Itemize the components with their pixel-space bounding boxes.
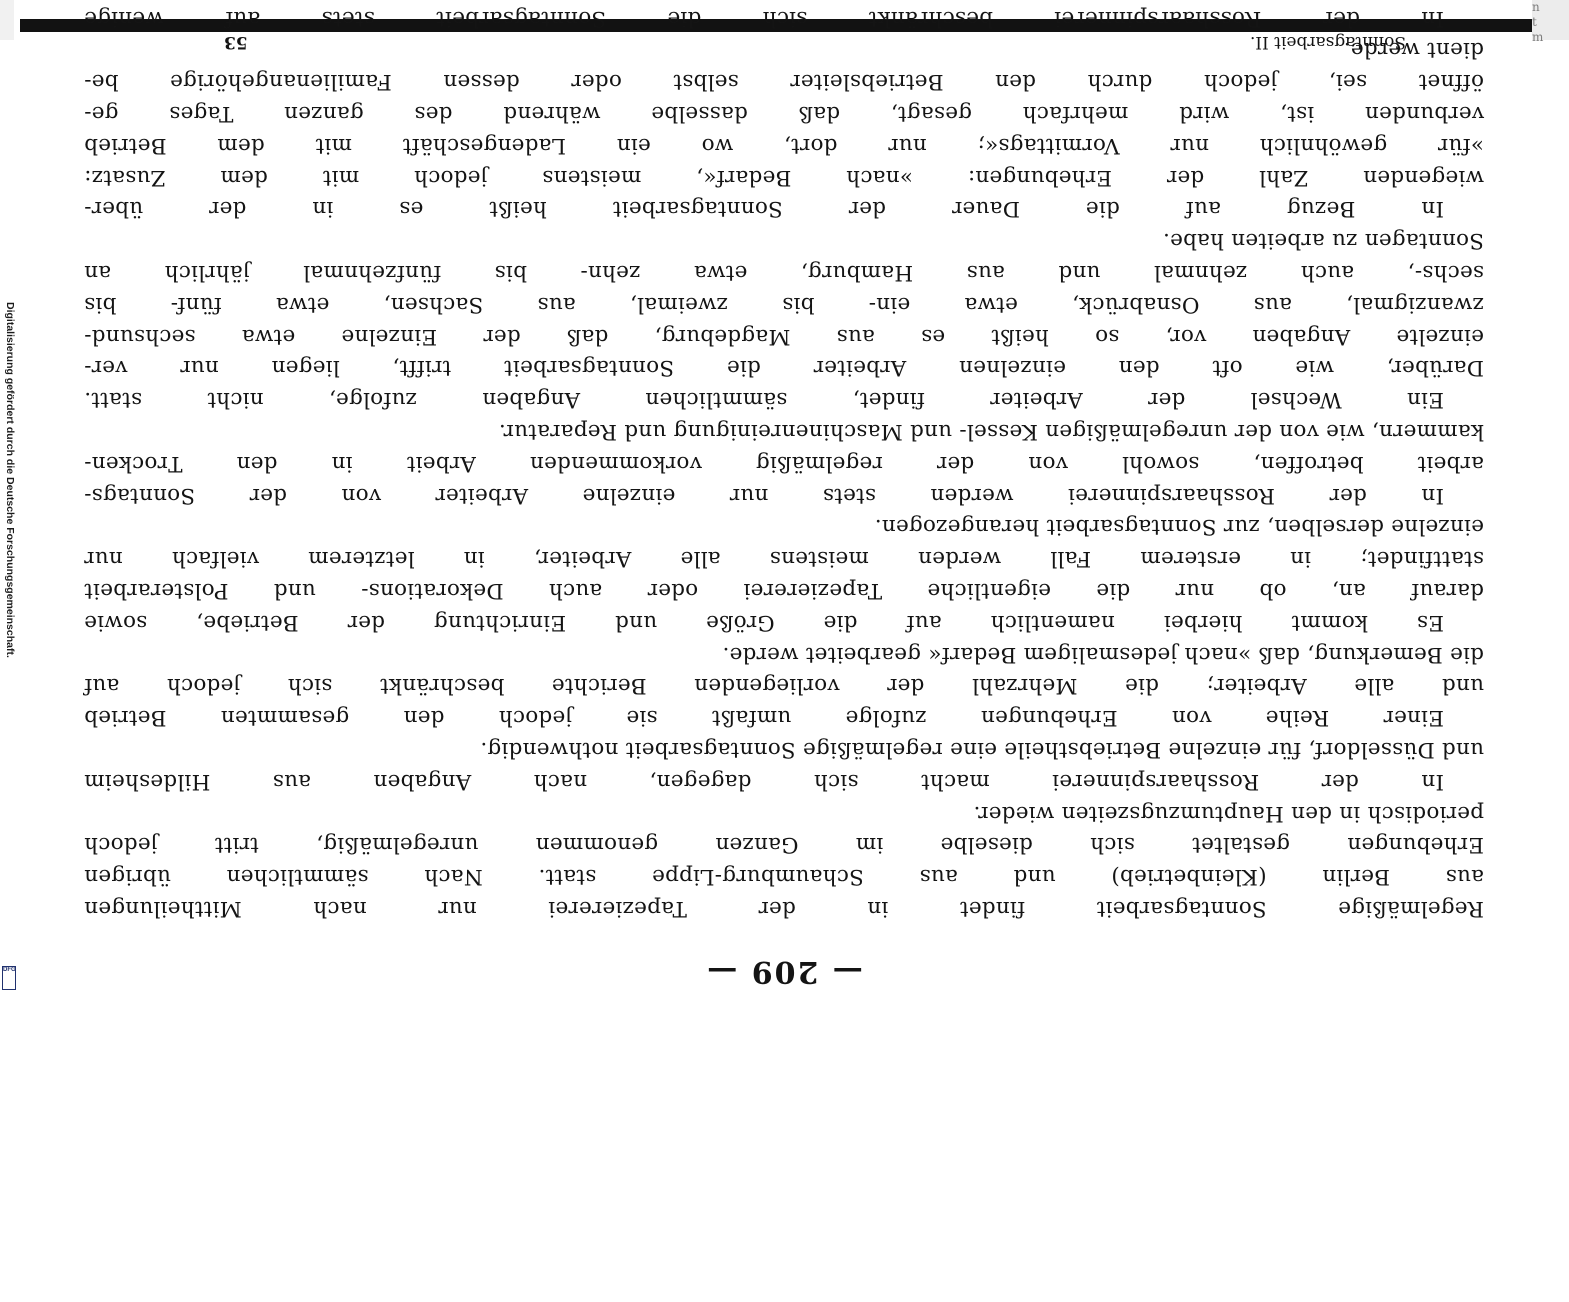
signature-mark: Sonntagsarbeit II. bbox=[1249, 32, 1406, 52]
text-line: einzelte Angaben vor, so heißt es aus Magdeburg, daß der Einzelne etwa sechsund- bbox=[84, 323, 1484, 349]
text-line: stattfindet; in ersterem Fall werden meistens alle Arbeiter, in letzterem vielfach nur bbox=[84, 546, 1484, 572]
dfg-logo bbox=[2, 966, 16, 990]
text-line: die Bemerkung, daß »nach jedesmaligem Bedarf« gearbeitet werde. bbox=[722, 641, 1484, 667]
text-line: In Bezug auf die Dauer der Sonntagsarbeit heißt es in der über- bbox=[84, 196, 1444, 222]
page-number-value: 209 bbox=[749, 954, 819, 989]
text-line: dient werde. bbox=[1343, 37, 1484, 63]
dfg-logo-text: DFG bbox=[3, 967, 16, 973]
margin-letter: t bbox=[1532, 15, 1537, 29]
adjacent-page-strip bbox=[1532, 0, 1569, 44]
text-line: »für gewöhnlich nur Vormittags«; nur dort, wo ein Ladengeschäft mit dem Betrieb bbox=[84, 132, 1484, 158]
text-line: zwanzigmal, aus Osnabrück, etwa ein- bis zweimal, aus Sachsen, etwa fünf- bis bbox=[84, 291, 1484, 317]
sheet-number: 53 bbox=[224, 32, 248, 52]
text-line: periodisch in den Hauptumzugszeiten wieder. bbox=[973, 800, 1484, 826]
text-line: verbunden ist, wird mehrfach gesagt, daß dasselbe während des ganzen Tages ge- bbox=[84, 101, 1484, 127]
page-footer bbox=[84, 26, 1484, 58]
text-line: und Düsseldorf, für einzelne Betriebstheile eine regelmäßige Sonntagsarbeit nothwendig. bbox=[480, 737, 1484, 763]
text-line: darauf an, ob nur die eigentliche Tapeziererei oder auch Dekorations- und Polsterarbeit bbox=[84, 578, 1484, 604]
text-line: Sonntagen zu arbeiten habe. bbox=[1162, 228, 1484, 254]
text-line: Regelmäßige Sonntagsarbeit findet in der Tapeziererei nur nach Mittheilungen bbox=[84, 896, 1484, 921]
text-line: Darüber, wie oft den einzelnen Arbeiter die Sonntagsarbeit trifft, liegen nur ver- bbox=[84, 355, 1484, 381]
text-line: öffnet sei, jedoch durch den Betriebsleiter selbst oder dessen Familienangehörige be- bbox=[84, 69, 1484, 95]
margin-letter: m bbox=[1532, 30, 1544, 44]
text-line: einzelne derselben, zur Sonntagsarbeit herangezogen. bbox=[874, 514, 1484, 540]
text-line: In der Rosshaarspinnerei beschränkt sich die Sonntagsarbeit stets auf wenige bbox=[84, 5, 1444, 31]
text-line: und alle Arbeiter; die Mehrzahl der vorliegenden Berichte beschränkt sich jedoch auf bbox=[84, 673, 1484, 699]
book-page bbox=[84, 5, 1484, 996]
text-line: In der Rosshaarspinnerei macht sich dagegen, nach Angaben aus Hildesheim bbox=[84, 768, 1444, 794]
text-line: wiegenden Zahl der Erhebungen: »nach Bedarf«, meistens jedoch mit dem Zusatz: bbox=[84, 164, 1484, 190]
scan-edge-left bbox=[0, 0, 14, 40]
page-number: — 209 — bbox=[705, 954, 863, 989]
text-line: arbeit betroffen, sowohl von der regelmäßig vorkommenden Arbeit in den Trocken- bbox=[84, 450, 1484, 476]
text-line: Einer Reihe von Erhebungen zufolge umfaßt sie jedoch den gesammten Betrieb bbox=[84, 705, 1444, 731]
text-line: sechs-, auch zehnmal und aus Hamburg, etwa zehn- bis fünfzehnmal jährlich an bbox=[84, 260, 1484, 286]
text-line: kammern, wie von der unregelmäßigen Kessel- und Maschinenreinigung und Reparatur. bbox=[498, 419, 1484, 445]
margin-letter: n bbox=[1532, 0, 1540, 14]
page-body bbox=[84, 0, 1484, 924]
text-line: Erhebungen gestaltet sich dieselbe im Ganzen genommen unregelmäßig, tritt jedoch bbox=[84, 832, 1484, 858]
text-line: aus Berlin (Kleinbetrieb) und aus Schaumburg-Lippe statt. Nach sämmtlichen übrigen bbox=[84, 864, 1484, 890]
text-line: Ein Wechsel der Arbeiter findet, sämmtlichen Angaben zufolge, nicht statt. bbox=[84, 387, 1444, 413]
text-line: In der Rosshaarspinnerei werden stets nur einzelne Arbeiter von der Sonntags- bbox=[84, 482, 1444, 508]
digitization-credit: Digitalisierung gefördert durch die Deutsche Forschungsgemeinschaft. bbox=[4, 302, 16, 658]
text-line: Es kommt hierbei namentlich auf die Größe und Einrichtung der Betriebe, sowie bbox=[84, 609, 1444, 635]
